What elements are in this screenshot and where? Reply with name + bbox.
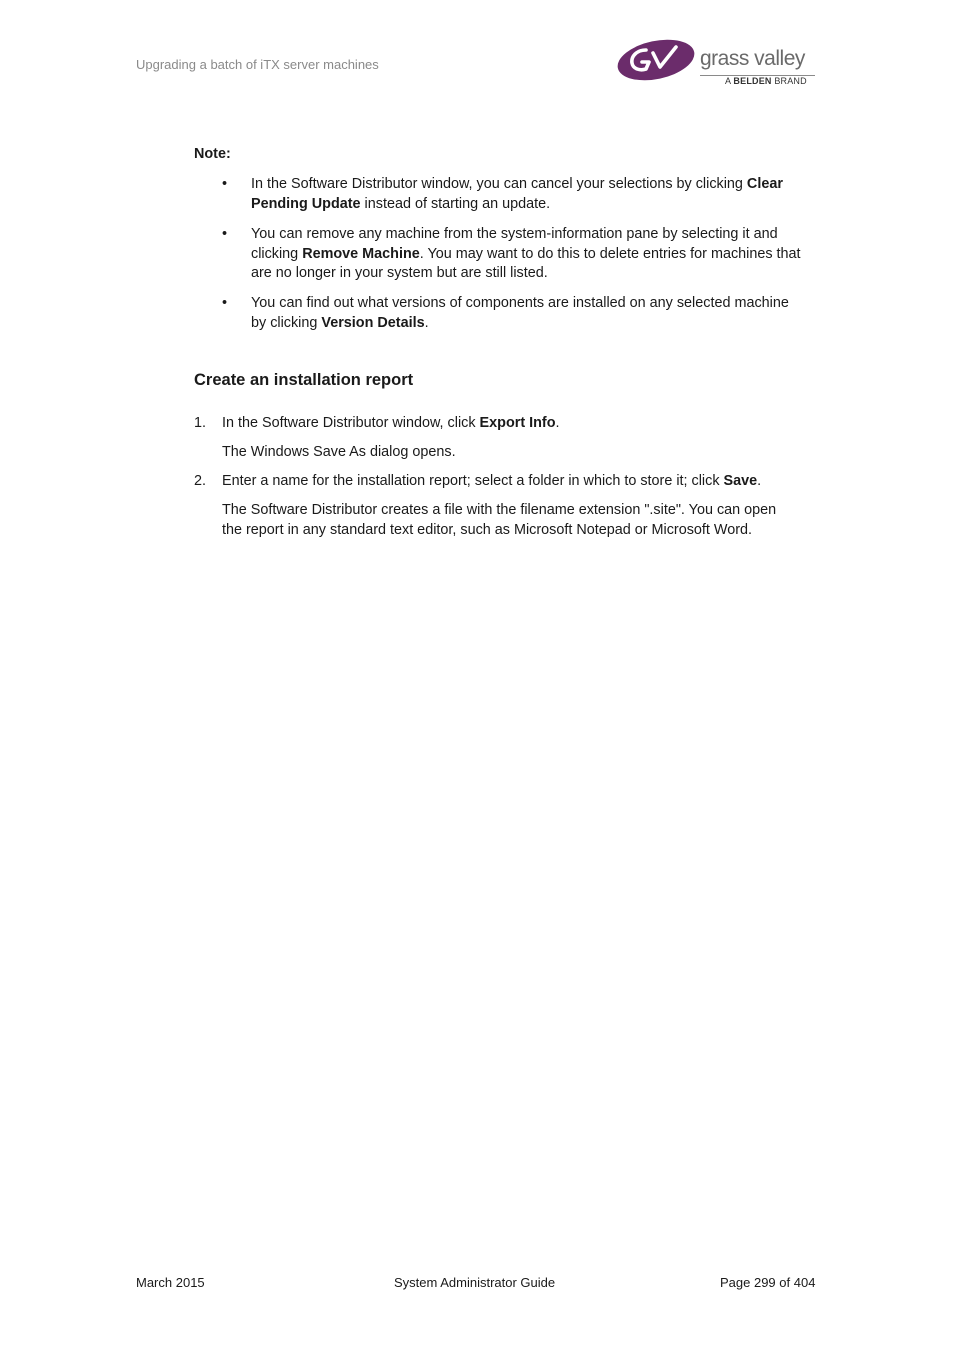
gv-logo-mark-icon bbox=[616, 38, 698, 82]
bullet-dot: • bbox=[222, 226, 228, 242]
step-result: The Software Distributor creates a file with the filename extension ".site". You can open the report in any standard text editor, such as Microsoft Notepad or Microsoft Word. bbox=[222, 502, 777, 538]
logo-wordmark: grass valley bbox=[700, 47, 805, 70]
bullet-text: In the Software Distributor window, you can cancel your selections by clicking Clear Pending Update instead of starting an update. bbox=[251, 176, 783, 212]
step-item bbox=[194, 414, 814, 434]
logo-tagline-brand: BELDEN bbox=[733, 76, 772, 86]
logo-tagline bbox=[725, 77, 807, 86]
footer-page-number: Page 299 of 404 bbox=[720, 1275, 816, 1290]
step-number: 2. bbox=[194, 473, 207, 489]
step-result: The Windows Save As dialog opens. bbox=[222, 444, 456, 460]
running-header: Upgrading a batch of iTX server machines bbox=[136, 57, 379, 72]
step-number: 1. bbox=[194, 415, 207, 431]
bullet-text: You can find out what versions of components are installed on any selected machine by clicking Version Details. bbox=[251, 295, 789, 331]
grass-valley-logo bbox=[616, 38, 816, 90]
section-heading: Create an installation report bbox=[194, 371, 414, 389]
note-bullet bbox=[222, 175, 822, 214]
step-text: In the Software Distributor window, click Export Info. bbox=[222, 415, 560, 431]
bullet-dot: • bbox=[222, 295, 228, 311]
bullet-text: You can remove any machine from the system-information pane by selecting it and clicking Remove Machine. You may want to do this to delete entries for machines that are no longer in your system but are still listed. bbox=[251, 226, 801, 281]
step-text: Enter a name for the installation report; select a folder in which to store it; click Save. bbox=[222, 473, 762, 489]
step-item bbox=[194, 472, 814, 492]
bullet-dot: • bbox=[222, 176, 228, 192]
note-bullet bbox=[222, 294, 822, 333]
footer-doc-title: System Administrator Guide bbox=[394, 1275, 556, 1290]
logo-tagline-suffix: BRAND bbox=[774, 76, 807, 86]
note-label: Note: bbox=[194, 146, 231, 162]
logo-tagline-prefix: A bbox=[725, 76, 731, 86]
footer-date: March 2015 bbox=[136, 1275, 205, 1290]
note-bullet bbox=[222, 225, 822, 284]
